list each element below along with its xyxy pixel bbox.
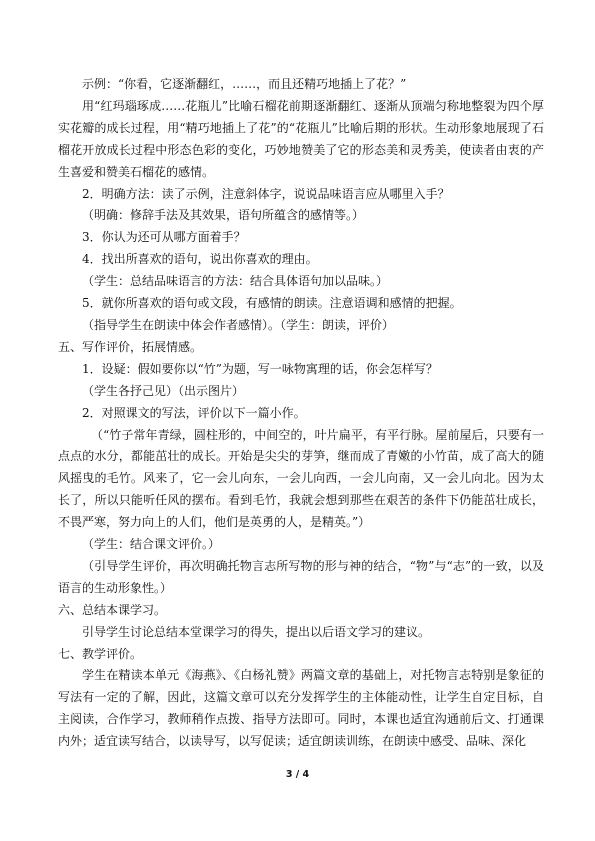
paragraph: （学生：结合课文评价。） xyxy=(82,537,221,552)
paragraph: （“竹子常年青绿，圆柱形的，中间空的，叶片扁平，有平行脉。屋前屋后，只要有一点点的水分，都能茁壮的成长。开始是尖尖的芽笋，继而成了青嫩的小竹苗，成了高大的随风摇曳的毛竹。风来了，它一会儿向东，一会儿向西，一会儿向南，又一会儿向北。因为太长了，所以只能听任风的摆布。看到毛竹，我就会想到那些在艰苦的条件下仍能茁壮成长，不畏严寒，努力向上的人们，他们是英勇的人，是精英。”） xyxy=(58,427,544,530)
paragraph: 示例：“你看，它逐渐翻红，……，而且还精巧地插上了花？” xyxy=(82,77,407,91)
paragraph: 2．明确方法：读了示例，注意斜体字，说说品味语言应从哪里入手？ xyxy=(82,186,450,201)
document-body xyxy=(58,74,544,753)
paragraph: （学生：总结品味语言的方法：结合具体语句加以品味。） xyxy=(82,274,389,289)
paragraph: 1．设疑：假如要你以“竹”为题，写一咏物寓理的话，你会怎样写？ xyxy=(82,361,438,376)
paragraph: 用“红玛瑙琢成……花瓶儿”比喻石榴花前期逐渐翻红、逐渐从顶端匀称地整裂为四个厚实花瓣的成长过程，用“精巧地插上了花”的“花瓶儿”比喻后期的形状。生动形象地展现了石榴花开放成长过程中形态色彩的变化，巧妙地赞美了它的形态美和灵秀美，使读者由衷的产生喜爱和赞美石榴花的感情。 xyxy=(58,98,544,179)
paragraph: 学生在精读本单元《海燕》、《白杨礼赞》两篇文章的基础上，对托物言志特别是象征的写法有一定的了解，因此，这篇文章可以充分发挥学生的主体能动性，让学生自定目标，自主阅读，合作学习，教师稍作点拨、指导方法即可。同时，本课也适宜沟通前后文、打通课内外；适宜读写结合，以读导写，以写促读；适宜朗读训练，在朗读中感受、品味、深化 xyxy=(58,668,544,749)
paragraph: （指导学生在朗读中体会作者感情）。（学生：朗读，评价） xyxy=(82,317,395,332)
page-number: 3 / 4 xyxy=(285,769,310,780)
paragraph: （明确：修辞手法及其效果，语句所蕴含的感情等。） xyxy=(82,208,365,223)
paragraph: （学生各抒己见）（出示图片） xyxy=(82,383,245,398)
paragraph: 五、写作评价，拓展情感。 xyxy=(58,339,203,354)
paragraph: 引导学生讨论总结本堂课学习的得失，提出以后语文学习的建议。 xyxy=(82,624,431,639)
paragraph: （引导学生评价，再次明确托物言志所写物的形与神的结合，“物”与“志”的一致，以及语言的生动形象性。） xyxy=(58,558,544,595)
paragraph: 七、教学评价。 xyxy=(58,646,143,661)
paragraph: 5．就你所喜欢的语句或文段，有感情的朗读。注意语调和感情的把握。 xyxy=(82,296,462,311)
paragraph: 2．对照课文的写法，评价以下一篇小作。 xyxy=(82,405,306,420)
paragraph: 3．你认为还可从哪方面着手？ xyxy=(82,230,246,245)
paragraph: 4．找出所喜欢的语句，说出你喜欢的理由。 xyxy=(82,252,318,267)
paragraph: 六、总结本课学习。 xyxy=(58,602,167,617)
